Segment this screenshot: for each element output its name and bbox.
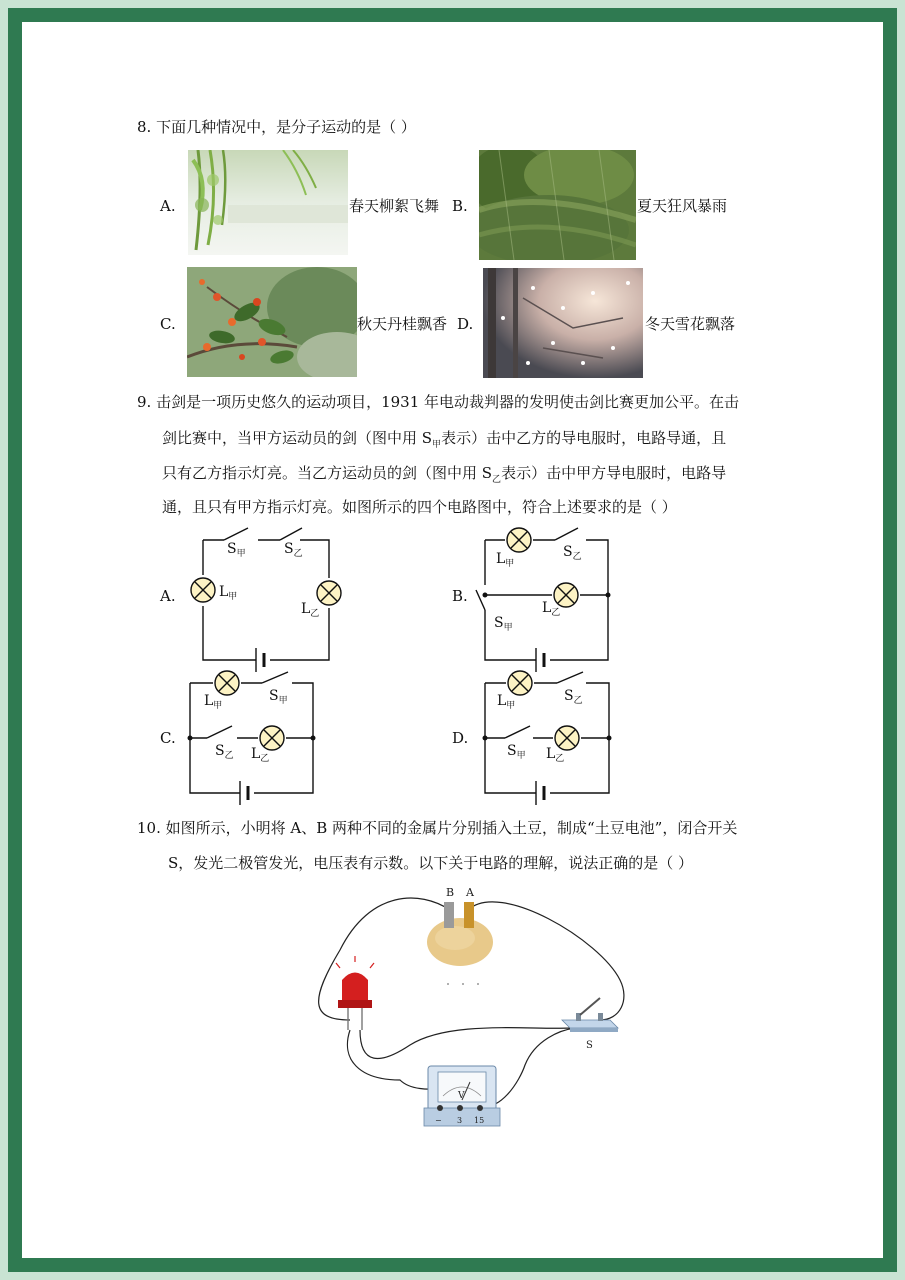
q9-line-2-text: 剑比赛中，当甲方运动员的剑（图中用 S <box>162 429 433 447</box>
q9-line-2-rest: 表示）击中乙方的导电服时，电路导通，且 <box>441 429 727 447</box>
q9-line-1: 9. 击剑是一项历史悠久的运动项目，1931 年电动裁判器的发明使击剑比赛更加公平。在击 <box>137 393 740 411</box>
q8-option-c-letter: C. <box>160 315 176 333</box>
label-a-l-yi: $L_乙$ <box>301 601 320 619</box>
switch-label: S <box>586 1040 593 1051</box>
q8-option-d-caption: 冬天雪花飘落 <box>645 315 736 333</box>
circuit-a <box>203 528 329 672</box>
potato <box>427 918 493 966</box>
q9-option-a-letter: A. <box>160 587 176 605</box>
lamp-b-yi <box>554 583 578 607</box>
q8-option-d-letter: D. <box>457 315 474 333</box>
lamp-c-yi <box>260 726 284 750</box>
q9-option-c-letter: C. <box>160 729 176 747</box>
lamp-d-yi <box>555 726 579 750</box>
potato-battery-diagram <box>300 880 630 1140</box>
q10-line-2: S，发光二极管发光，电压表有示数。以下关于电路的理解，说法正确的是（ ） <box>168 854 694 872</box>
label-c-l-yi: $L_乙$ <box>251 746 270 764</box>
q8-stem: 8. 下面几种情况中，是分子运动的是（ ） <box>137 118 416 136</box>
label-a-s-yi: $S_乙$ <box>284 541 303 559</box>
label-d-l-jia: $L_甲$ <box>497 693 516 711</box>
plate-a-label: A <box>466 886 474 899</box>
q9-line-3-sub: 乙 <box>492 475 502 485</box>
lamp-d-jia <box>508 671 532 695</box>
label-b-s-yi: $S_乙$ <box>563 544 582 562</box>
metal-plate-a <box>464 902 474 928</box>
label-a-s-jia: $S_甲$ <box>227 541 246 559</box>
label-d-s-yi: $S_乙$ <box>564 688 583 706</box>
led-icon <box>336 956 374 1030</box>
q8-option-c-caption: 秋天丹桂飘香 <box>357 315 448 333</box>
label-c-s-jia: $S_甲$ <box>269 688 288 706</box>
q8-option-a-caption: 春天柳絮飞舞 <box>349 197 440 215</box>
circuit-d <box>485 672 609 805</box>
q9-option-d-letter: D. <box>452 729 469 747</box>
label-d-l-yi: $L_乙$ <box>546 746 565 764</box>
label-c-l-jia: $L_甲$ <box>204 693 223 711</box>
lamp-a-jia <box>191 578 215 602</box>
q9-line-2-sub: 甲 <box>432 440 442 450</box>
label-b-l-yi: $L_乙$ <box>542 600 561 618</box>
label-b-l-jia: $L_甲$ <box>496 551 515 569</box>
q10-line-1: 10. 如图所示，小明将 A、B 两种不同的金属片分别插入土豆，制成“土豆电池”，闭合开关 <box>137 819 738 837</box>
terminal-15: 15 <box>474 1116 485 1125</box>
label-b-s-jia: $S_甲$ <box>494 615 513 633</box>
switch-icon <box>562 998 618 1032</box>
label-c-s-yi: $S_乙$ <box>215 743 234 761</box>
q8-option-a-letter: A. <box>160 197 176 215</box>
q8-option-b-letter: B. <box>452 197 468 215</box>
plate-b-label: B <box>446 886 455 899</box>
q9-line-3-text: 只有乙方指示灯亮。当乙方运动员的剑（图中用 S <box>162 464 493 482</box>
lamp-c-jia <box>215 671 239 695</box>
terminal-minus: − <box>435 1116 442 1125</box>
q9-line-3-rest: 表示）击中甲方导电服时，电路导 <box>501 464 727 482</box>
label-a-l-jia: $L_甲$ <box>219 584 238 602</box>
circuit-c <box>190 672 313 805</box>
lamp-b-jia <box>507 528 531 552</box>
metal-plate-b <box>444 902 454 928</box>
voltmeter-symbol: V <box>458 1091 465 1101</box>
q9-line-4: 通，且只有甲方指示灯亮。如图所示的四个电路图中，符合上述要求的是（ ） <box>162 498 677 516</box>
lamp-a-yi <box>317 581 341 605</box>
label-d-s-jia: $S_甲$ <box>507 743 526 761</box>
q9-option-b-letter: B. <box>452 587 468 605</box>
q8-option-b-caption: 夏天狂风暴雨 <box>637 197 728 215</box>
terminal-3: 3 <box>457 1116 463 1125</box>
